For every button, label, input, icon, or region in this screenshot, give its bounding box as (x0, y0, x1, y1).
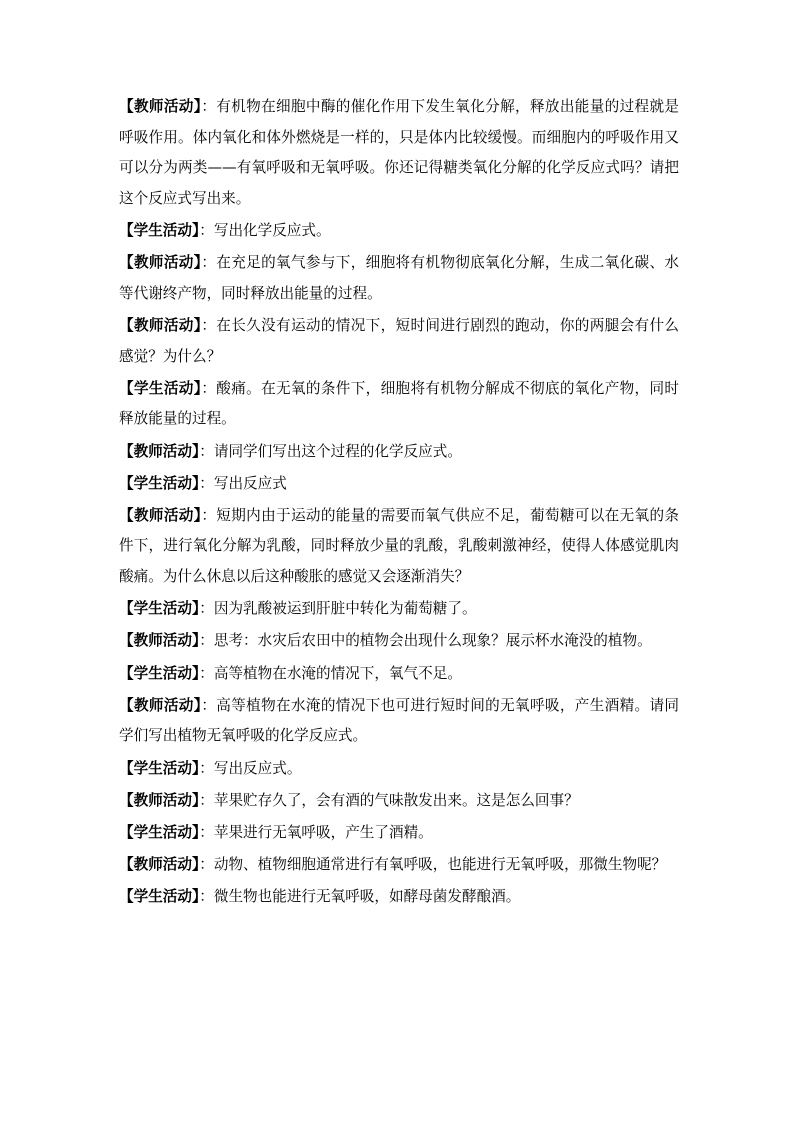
paragraph-text: ：写出化学反应式。 (199, 221, 331, 239)
paragraph-text: ：写出反应式。 (199, 759, 302, 777)
role-label: 【教师活动】 (119, 442, 200, 460)
role-label: 【教师活动】 (119, 98, 202, 115)
role-label: 【学生活动】 (119, 888, 200, 906)
role-label: 【学生活动】 (119, 221, 200, 239)
role-label: 【教师活动】 (119, 254, 202, 272)
paragraph-text: ：苹果贮存久了，会有酒的气味散发出来。这是怎么回事？ (199, 791, 579, 809)
paragraph (119, 311, 679, 372)
paragraph (119, 501, 679, 593)
paragraph-text: ：高等植物在水淹的情况下也可进行短时间的无氧呼吸，产生酒精。请同学们写出植物无氧呼吸的化学反应式。 (119, 696, 679, 745)
paragraph-text: ：有机物在细胞中酶的催化作用下发生氧化分解，释放出能量的过程就是呼吸作用。体内氧化和体外燃烧是一样的，只是体内比较缓慢。而细胞内的呼吸作用又可以分为两类——有氧呼吸和无氧呼吸。你还记得糖类氧化分解的化学反应式吗？请把这个反应式写出来。 (119, 98, 679, 207)
document-body (119, 92, 679, 915)
paragraph-text: ：微生物也能进行无氧呼吸，如酵母菌发酵酿酒。 (199, 888, 521, 906)
paragraph-text: ：动物、植物细胞通常进行有氧呼吸，也能进行无氧呼吸，那微生物呢？ (199, 856, 667, 874)
paragraph-text: ：在长久没有运动的情况下，短时间进行剧烈的跑动，你的两腿会有什么感觉？为什么？ (119, 316, 679, 365)
paragraph (119, 594, 679, 625)
role-label: 【教师活动】 (119, 791, 200, 809)
role-label: 【学生活动】 (119, 759, 200, 777)
paragraph (119, 92, 679, 214)
role-label: 【教师活动】 (119, 632, 200, 650)
paragraph (119, 754, 679, 785)
paragraph (119, 248, 679, 309)
paragraph (119, 691, 679, 752)
paragraph-text: ：请同学们写出这个过程的化学反应式。 (199, 442, 462, 460)
paragraph-text: ：高等植物在水淹的情况下，氧气不足。 (199, 664, 462, 682)
paragraph-text: ：苹果进行无氧呼吸，产生了酒精。 (199, 823, 433, 841)
paragraph-text: ：思考：水灾后农田中的植物会出现什么现象？展示杯水淹没的植物。 (199, 632, 652, 650)
paragraph (119, 374, 679, 435)
paragraph-text: ：因为乳酸被运到肝脏中转化为葡萄糖了。 (199, 600, 477, 618)
role-label: 【学生活动】 (119, 474, 200, 492)
paragraph-text: ：写出反应式 (199, 474, 287, 492)
role-label: 【学生活动】 (119, 600, 200, 618)
paragraph (119, 850, 679, 881)
paragraph (119, 216, 679, 247)
paragraph (119, 818, 679, 849)
role-label: 【学生活动】 (119, 379, 202, 397)
role-label: 【教师活动】 (119, 696, 202, 714)
paragraph (119, 786, 679, 817)
role-label: 【教师活动】 (119, 506, 202, 524)
role-label: 【教师活动】 (119, 316, 202, 334)
paragraph (119, 882, 679, 913)
role-label: 【学生活动】 (119, 823, 200, 841)
paragraph (119, 437, 679, 468)
paragraph-text: ：在充足的氧气参与下，细胞将有机物彻底氧化分解，生成二氧化碳、水等代谢终产物，同时释放出能量的过程。 (119, 254, 679, 302)
paragraph-text: ：短期内由于运动的能量的需要而氧气供应不足，葡萄糖可以在无氧的条件下，进行氧化分解为乳酸，同时释放少量的乳酸，乳酸刺激神经，使得人体感觉肌肉酸痛。为什么休息以后这种酸胀的感觉又会逐渐消失？ (119, 506, 679, 586)
paragraph-text: ：酸痛。在无氧的条件下，细胞将有机物分解成不彻底的氧化产物，同时释放能量的过程。 (119, 379, 679, 428)
paragraph (119, 659, 679, 690)
role-label: 【学生活动】 (119, 664, 200, 682)
paragraph (119, 626, 679, 657)
paragraph (119, 469, 679, 500)
role-label: 【教师活动】 (119, 856, 200, 874)
